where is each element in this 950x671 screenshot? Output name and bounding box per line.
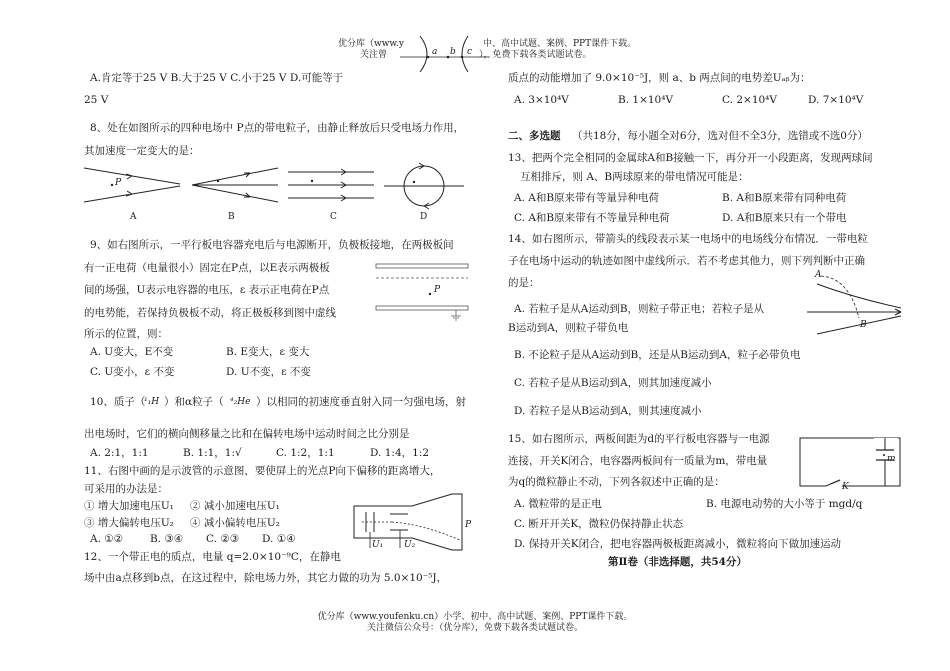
q15-option-d: D. 保持开关K闭合，把电容器两极板距离减小，微粒将向下做加速运动 [514,538,842,550]
q10-option-d: D. 1:4，1:2 [370,447,430,459]
q12-option-a: A. 3×10⁴V [514,94,569,106]
watermark-top-line2-right: ），免费下载各类试题试卷。 [479,50,592,60]
q8-label-c: C [330,212,337,222]
q12-option-c: C. 2×10⁴V [722,94,777,106]
q11-option-1: ① 增大加速电压U₁ [84,500,174,512]
q10-part1: 10、质子（ [90,396,146,408]
watermark-top-line2-left: 关注曾 [360,50,388,60]
q10-line2: 出电场时，它们的横向侧移量之比和在偏转电场中运动时间之比分别是 [84,428,410,440]
q11-option-2: ② 减小加速电压U₁ [190,500,280,512]
watermark-bottom-line1: 优分库（www.youfenku.cn）小学、初中、高中试题、案例、PPT课件下载。 [317,612,633,622]
fig-label-a: a [432,47,438,57]
fig-label-c: c [467,47,473,57]
q9-line3: 间的场强，U表示电容器的电压，ε 表示正电荷在P点 [84,284,330,296]
watermark-top-line1-left: 优分库（www.y [338,39,404,49]
q10-part3: ）以相同的初速度垂直射入同一匀强电场，射 [256,396,466,408]
q12-continuation: 质点的动能增加了 9.0×10⁻⁵J，则 a、b 两点间的电势差Uₐᵦ为： [508,72,811,84]
q11-option-b: B. ③④ [150,533,184,545]
q8-label-d: D [420,212,428,222]
q10-option-a: A. 2:1，1:1 [90,447,149,459]
q11-fig-u1: U₁ [372,540,384,550]
q13-option-a: A. A和B原来带有等量异种电荷 [514,192,660,204]
q14-fig-label-a: A [815,270,822,280]
q14-option-c: C. 若粒子是从B运动到A，则其加速度减小 [514,377,712,389]
q11-option-4: ④ 减小偏转电压U₂ [190,517,280,529]
q11-line1: 11、右图中画的是示波管的示意图，要使屏上的光点P向下偏移的距离增大， [84,465,441,477]
q8-field-figure-d [384,162,464,210]
q13-line2: 互相排斥，则 A、B两球原来的带电情况可能是： [520,171,749,183]
q8-field-figure-b [190,164,280,206]
q15-option-c: C. 断开开关K，微粒仍保持静止状态 [514,518,684,530]
q14-line3: 的是： [508,277,540,289]
q9-line2: 有一正电荷（电量很小）固定在P点，以E表示两极板 [84,262,330,274]
q11-option-3: ③ 增大偏转电压U₂ [84,517,174,529]
q12-line1: 12、一个带正电的质点，电量 q=2.0×10⁻⁹C，在静电 [84,551,341,563]
q10-option-c: C. 1:2，1:1 [276,447,335,459]
q10-alpha-symbol: ⁴₂He [230,397,251,407]
q10-option-b: B. 1:1，1:√ [183,447,242,459]
q10-part2: ）和α粒子（ [164,396,224,408]
q11-option-d: D. ①④ [262,533,296,545]
q8-point-label: P [115,178,122,188]
q14-fig-label-b: B [860,320,867,330]
q14-option-a-line2: B运动到A，则粒子带负电 [508,322,629,334]
q8-field-figure-c [286,164,376,206]
q14-option-a-line1: A. 若粒子是从A运动到B，则粒子带正电；若粒子是从 [514,303,765,315]
q13-option-b: B. A和B原来带有同种电荷 [722,192,847,204]
q12-option-d: D. 7×10⁴V [808,94,864,106]
q11-option-a: A. ①② [90,533,124,545]
part2-title: 第Ⅱ卷（非选择题，共54分） [608,556,747,568]
q8-label-a: A [130,212,137,222]
q8-field-figure-a [82,164,182,206]
q15-line1: 15、如右图所示，两板间距为d的平行板电容器与一电源 [508,433,770,445]
q7-tail: 25 V [84,94,109,106]
q7-options: A.肯定等于25 V B.大于25 V C.小于25 V D.可能等于 [90,72,344,84]
q9-option-a: A. U变大，E不变 [90,346,174,358]
q13-option-c: C. A和B原来带有不等量异种电荷 [514,212,670,224]
q11-option-c: C. ②③ [206,533,240,545]
q15-fig-k: K [842,482,849,492]
q12-option-b: B. 1×10⁴V [618,94,674,106]
q12-line2: 场中由a点移到b点，在这过程中，除电场力外，其它力做的功为 5.0×10⁻⁵J， [84,572,448,584]
q11-fig-u2: U₂ [404,540,416,550]
section2-note: （共18分，每小题全对6分，选对但不全3分，选错或不选0分） [572,130,868,142]
q14-line2: 子在电场中运动的轨迹如图中虚线所示．若不考虑其他力，则下列判断中正确 [508,255,865,267]
q15-option-a: A. 微粒带的是正电 [514,498,602,510]
q13-line1: 13、把两个完全相同的金属球A和B接触一下，再分开一小段距离，发现两球间 [508,152,873,164]
q9-option-c: C. U变小，ε 不变 [90,366,175,378]
q11-line2: 可采用的办法是： [84,483,168,495]
watermark-bottom-line2: 关注微信公众号：（优分库），免费下载各类试题试卷。 [366,623,583,633]
section2-title: 二、多选题 [508,130,561,142]
watermark-top-line1-right: 中、高中试题、案例、PPT课件下载。 [483,39,637,49]
q14-option-b: B. 不论粒子是从A运动到B，还是从B运动到A，粒子必带负电 [514,349,801,361]
q9-line5: 所示的位置，则： [84,328,168,340]
q14-line1: 14、如右图所示，带箭头的线段表示某一电场中的电场线分布情况．一带电粒 [508,233,868,245]
q8-line2: 其加速度一定变大的是： [84,145,200,157]
q9-line1: 9、如右图所示，一平行板电容器充电后与电源断开，负极板接地，在两极板间 [90,239,454,251]
q9-option-d: D. U不变，ε 不变 [226,366,311,378]
q11-fig-p: P [465,520,472,530]
q9-line4: 的电势能，若保持负极板不动，将正极板移到图中虚线 [84,307,336,319]
q9-capacitor-figure [372,262,472,322]
q10-proton-symbol: ¹₁H [144,397,160,407]
q15-line3: 为q的微粒静止不动，下列各叙述中正确的是： [508,476,725,488]
q13-option-d: D. A和B原来只有一个带电 [722,212,847,224]
q14-option-d: D. 若粒子是从B运动到A，则其速度减小 [514,405,702,417]
q8-line1: 8、处在如图所示的四种电场中 P点的带电粒子，由静止释放后只受电场力作用， [90,122,465,134]
q15-option-b: B. 电源电动势的大小等于 mgd/q [706,498,863,510]
fig-label-b: b [450,47,456,57]
q8-label-b: B [228,212,235,222]
q15-fig-m: m [887,454,896,464]
q9-option-b: B. E变大，ε 变大 [226,346,310,358]
equipotential-arcs-figure [400,34,490,74]
q9-fig-point: P [434,285,441,295]
q15-line2: 连接，开关K闭合，电容器两板间有一质量为m，带电量 [508,455,768,467]
